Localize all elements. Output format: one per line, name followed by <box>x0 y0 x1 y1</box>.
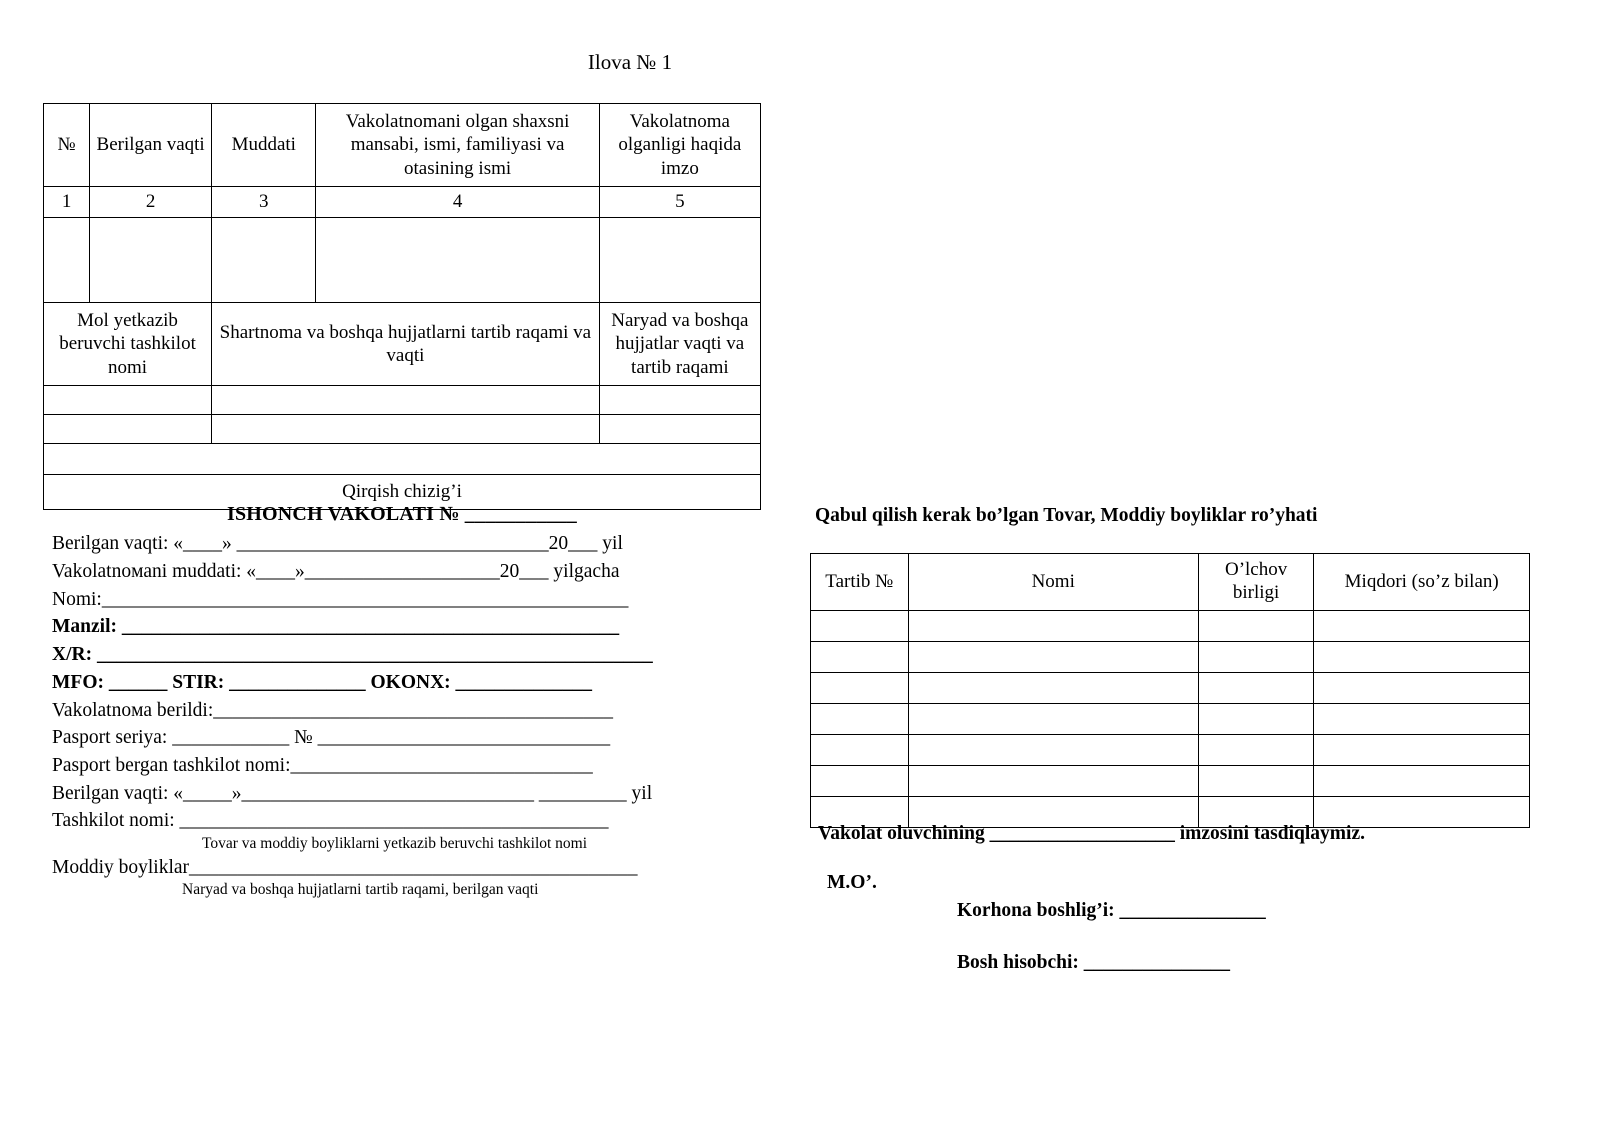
power-of-attorney-register-table <box>43 103 761 510</box>
header-cell-signature: Vakolatnoma olganligi haqida imzo <box>599 104 760 187</box>
cell-empty <box>1198 766 1314 797</box>
header-cell-quantity: Miqdori (so’z bilan) <box>1314 554 1530 611</box>
table-row <box>44 218 761 303</box>
cell-empty <box>1314 673 1530 704</box>
cell-empty <box>44 444 761 475</box>
field-passport-issue-date: Berilgan vaqti: «_____»______________________________ _________ yil <box>52 782 653 804</box>
cell-empty <box>1314 642 1530 673</box>
table-row <box>44 415 761 444</box>
header-cell-recipient: Vakolatnomani olgan shaxsni mansabi, ismi, familiyasi va otasining ismi <box>316 104 599 187</box>
signature-confirmation-line: Vakolat oluvchining ___________________ imzosini tasdiqlaymiz. <box>818 823 1365 844</box>
table-row <box>811 673 1530 704</box>
cell-empty <box>212 386 600 415</box>
table-row <box>811 704 1530 735</box>
form-title: ISHONCH VAKOLATI № ___________ <box>226 503 578 525</box>
cell-empty <box>811 642 909 673</box>
signature-director-line: Korhona boshlig’i: _______________ <box>957 900 1266 921</box>
field-passport-issuer: Pasport bergan tashkilot nomi:_______________________________ <box>52 754 593 776</box>
header-cell-term: Muddati <box>212 104 316 187</box>
table-row <box>811 766 1530 797</box>
stamp-place-label: M.O’. <box>827 872 877 893</box>
cell-empty <box>44 415 212 444</box>
cell-empty <box>811 735 909 766</box>
field-account: X/R: _________________________________________________________ <box>52 644 653 666</box>
cell-empty <box>1198 735 1314 766</box>
field-term: Vakolatnoмani muddati: «____»____________________20___ yilgacha <box>52 561 620 583</box>
cell-empty <box>1198 611 1314 642</box>
cell-empty <box>811 766 909 797</box>
cell-empty <box>1314 611 1530 642</box>
cell-empty <box>908 704 1198 735</box>
field-passport-series: Pasport seriya: ____________ № ______________________________ <box>52 727 611 749</box>
power-of-attorney-form <box>52 500 752 900</box>
cell-empty <box>599 415 760 444</box>
cell-empty <box>90 218 212 303</box>
caption-order-docs: Naryad va boshqa hujjatlarni tartib raqami, berilgan vaqti <box>182 881 539 899</box>
col-num-5: 5 <box>599 187 760 218</box>
col-num-2: 2 <box>90 187 212 218</box>
header-cell-number: № <box>44 104 90 187</box>
field-name: Nomi:______________________________________________________ <box>52 588 629 610</box>
table-row <box>811 642 1530 673</box>
cell-empty <box>44 218 90 303</box>
table-row <box>811 735 1530 766</box>
cell-empty <box>908 673 1198 704</box>
col-num-1: 1 <box>44 187 90 218</box>
field-organization-name: Tashkilot nomi: ____________________________________________ <box>52 810 609 832</box>
cell-empty <box>908 766 1198 797</box>
header-cell-issue-date: Berilgan vaqti <box>90 104 212 187</box>
subheader-contract-number: Shartnoma va boshqa hujjatlarni tartib raqami va vaqti <box>212 303 600 386</box>
cell-empty <box>212 218 316 303</box>
table-row <box>44 386 761 415</box>
cell-empty <box>1314 704 1530 735</box>
goods-list-table <box>810 553 1530 828</box>
cell-empty <box>1198 704 1314 735</box>
signature-accountant-line: Bosh hisobchi: _______________ <box>957 952 1231 973</box>
cell-empty <box>316 218 599 303</box>
caption-supplier-org: Tovar va moddiy boyliklarni yetkazib beruvchi tashkilot nomi <box>202 834 588 852</box>
cell-empty <box>1198 642 1314 673</box>
header-cell-order-number: Tartib № <box>811 554 909 611</box>
cell-empty <box>908 642 1198 673</box>
subheader-order-number: Naryad va boshqa hujjatlar vaqti va tartib raqami <box>599 303 760 386</box>
field-material-values: Moddiy boyliklar______________________________________________ <box>52 856 638 878</box>
goods-list-title: Qabul qilish kerak bo’lgan Tovar, Moddiy boyliklar ro’yhati <box>815 505 1318 526</box>
cell-empty <box>599 218 760 303</box>
field-attorney-issued: Vakolatnoмa berildi:_________________________________________ <box>52 699 614 721</box>
field-address: Manzil: ___________________________________________________ <box>52 616 620 638</box>
cell-empty <box>908 735 1198 766</box>
table-header-row <box>44 104 761 187</box>
header-cell-unit: O’lchov birligi <box>1198 554 1314 611</box>
cell-empty <box>44 386 212 415</box>
cell-empty <box>1314 735 1530 766</box>
cell-empty <box>1198 673 1314 704</box>
goods-table-header-row <box>811 554 1530 611</box>
cell-empty <box>908 611 1198 642</box>
cell-empty <box>811 673 909 704</box>
cut-line-label: Qirqish chizig’i <box>44 475 761 510</box>
cell-empty <box>1314 766 1530 797</box>
subheader-supplier-name: Mol yetkazib beruvchi tashkilot nomi <box>44 303 212 386</box>
cell-empty <box>811 704 909 735</box>
header-cell-item-name: Nomi <box>908 554 1198 611</box>
col-num-4: 4 <box>316 187 599 218</box>
table-subheader-row <box>44 303 761 386</box>
cell-empty <box>212 415 600 444</box>
field-issue-date: Berilgan vaqti: «____» ________________________________20___ yil <box>52 533 623 555</box>
cell-empty <box>811 611 909 642</box>
table-column-numbers-row <box>44 187 761 218</box>
table-row <box>811 611 1530 642</box>
field-mfo-stir-okonx: MFO: ______ STIR: ______________ OKONX: ______________ <box>52 671 593 693</box>
col-num-3: 3 <box>212 187 316 218</box>
cell-empty <box>599 386 760 415</box>
table-row <box>44 444 761 475</box>
page-title: Ilova № 1 <box>587 50 673 74</box>
